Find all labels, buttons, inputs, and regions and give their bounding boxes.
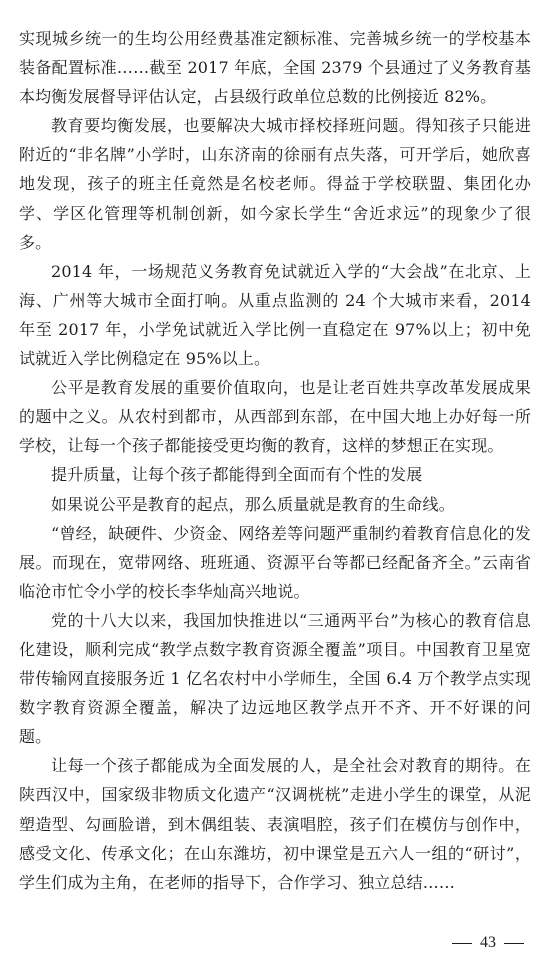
paragraph-enrollment-campaign: 2014 年，一场规范义务教育免试就近入学的“大会战”在北京、上海、广州等大城市全面打响。从重点监测的 24 个大城市来看，2014 年至 2017 年，小学免试就近入学比例一直稳定在 97%以上；初中免试就近入学比例稳定在 95%以上。 bbox=[19, 261, 531, 369]
page-footer bbox=[444, 934, 532, 952]
paragraph-school-choice: 教育要均衡发展，也要解决大城市择校择班问题。得知孩子只能进附近的“非名牌”小学时，山东济南的徐丽有点失落，可开学后，她欣喜地发现，孩子的班主任竟然是名校老师。得益于学校联盟、集团化办学、学区化管理等机制创新，如今家长学生“舍近求远”的现象少了很多。 bbox=[19, 116, 531, 252]
article-body bbox=[19, 24, 531, 897]
section-heading-quality: 提升质量，让每个孩子都能得到全面而有个性的发展 bbox=[51, 465, 423, 485]
paragraph-informatization: 党的十八大以来，我国加快推进以“三通两平台”为核心的教育信息化建设，顺利完成“教学点数字教育资源全覆盖”项目。中国教育卫星宽带传输网直接服务近 1 亿名农村中小学师生，全国 6.4 万个教学点实现数字教育资源全覆盖，解决了边远地区教学点开不齐、开不好课的问题。 bbox=[19, 610, 531, 747]
paragraph-all-round-development: 让每一个孩子都能成为全面发展的人，是全社会对教育的期待。在陕西汉中，国家级非物质文化遗产“汉调桄桄”走进小学生的课堂，从泥塑造型、勾画脸谱，到木偶组装、表演唱腔，孩子们在模仿与创作中，感受文化、传承文化；在山东潍坊，初中课堂是五六人一组的“研讨”，学生们成为主角，在老师的指导下，合作学习、独立总结…… bbox=[19, 756, 531, 892]
page-number: 43 bbox=[480, 934, 496, 951]
paragraph-fairness: 公平是教育发展的重要价值取向，也是让老百姓共享改革发展成果的题中之义。从农村到都市，从西部到东部，在中国大地上办好每一所学校，让每一个孩子都能接受更均衡的教育，这样的梦想正在实现。 bbox=[19, 378, 531, 456]
paragraph-principal-quote: “曾经，缺硬件、少资金、网络差等问题严重制约着教育信息化的发展。而现在，宽带网络、班班通、资源平台等都已经配备齐全。”云南省临沧市忙令小学的校长李华灿高兴地说。 bbox=[19, 523, 531, 601]
footer-dash-left bbox=[452, 943, 472, 944]
paragraph-continuation: 实现城乡统一的生均公用经费基准定额标准、完善城乡统一的学校基本装备配置标准……截至 2017 年底，全国 2379 个县通过了义务教育基本均衡发展督导评估认定，占县级行政单位总数的比例接近 82%。 bbox=[19, 29, 531, 107]
footer-dash-right bbox=[504, 943, 524, 944]
paragraph-quality-lifeline: 如果说公平是教育的起点，那么质量就是教育的生命线。 bbox=[51, 494, 455, 514]
